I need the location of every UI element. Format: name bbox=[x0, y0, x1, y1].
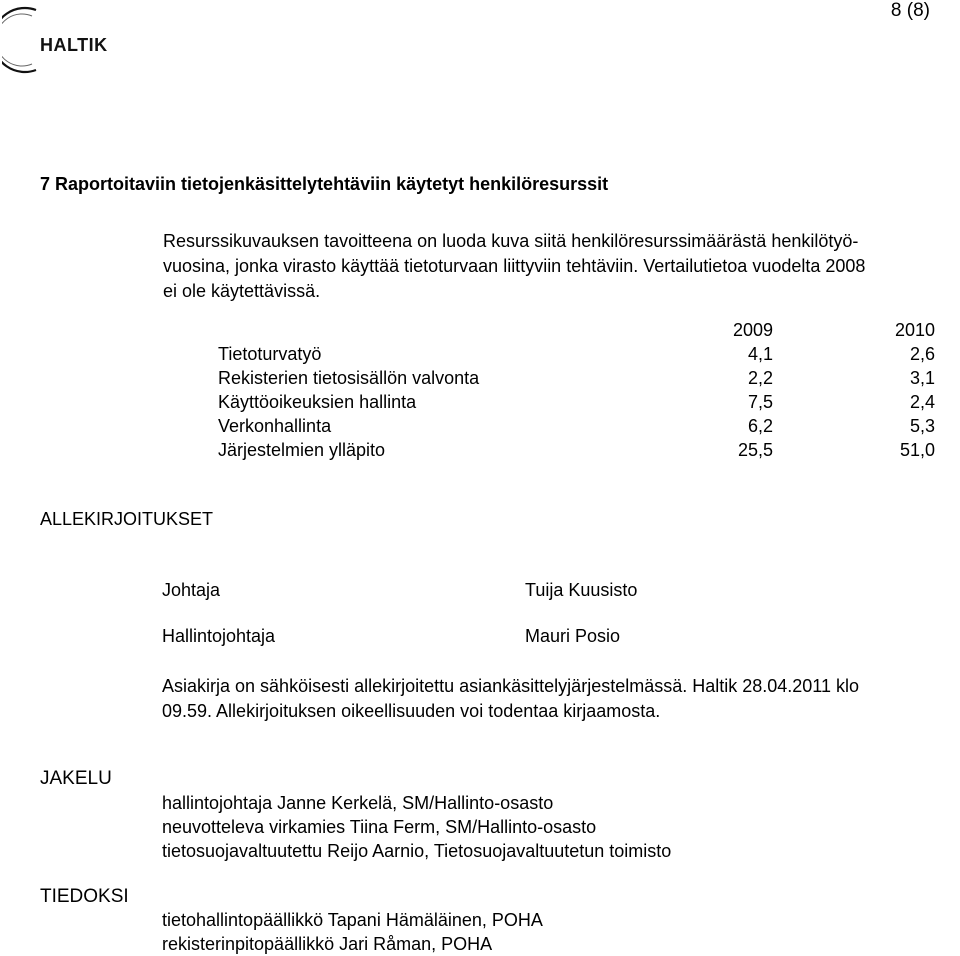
column-header-2009: 2009 bbox=[732, 320, 773, 340]
intro-line: Resurssikuvauksen tavoitteena on luoda kuva siitä henkilöresurssimäärästä henkilötyö- bbox=[163, 231, 859, 251]
row-label: Rekisterien tietosisällön valvonta bbox=[218, 368, 480, 388]
list-item: hallintojohtaja Janne Kerkelä, SM/Hallinto-osasto bbox=[162, 793, 554, 813]
value-2010: 2,6 bbox=[909, 344, 935, 364]
intro-line: vuosina, jonka virasto käyttää tietoturvaan liittyviin tehtäviin. Vertailutietoa vuodelta 2008 bbox=[163, 256, 866, 276]
haltik-logo bbox=[2, 4, 108, 74]
signature-note-line: 09.59. Allekirjoituksen oikeellisuuden voi todentaa kirjaamosta. bbox=[162, 701, 661, 721]
signer-role: Hallintojohtaja bbox=[162, 626, 276, 646]
value-2009: 2,2 bbox=[747, 368, 773, 388]
signature-note bbox=[162, 674, 960, 724]
value-2009: 6,2 bbox=[747, 416, 773, 436]
signer-name: Mauri Posio bbox=[525, 626, 621, 646]
jakelu-list bbox=[162, 791, 671, 863]
column-header-2010: 2010 bbox=[894, 320, 935, 340]
value-2010: 5,3 bbox=[909, 416, 935, 436]
intro-paragraph bbox=[163, 229, 960, 304]
list-item: tietosuojavaltuutettu Reijo Aarnio, Tietosuojavaltuutetun toimisto bbox=[162, 841, 672, 861]
value-2010: 51,0 bbox=[899, 440, 935, 460]
value-2009: 7,5 bbox=[747, 392, 773, 412]
value-2010: 3,1 bbox=[909, 368, 935, 388]
signature-note-line: Asiakirja on sähköisesti allekirjoitettu asiankäsittelyjärjestelmässä. Haltik 28.04.2011 klo bbox=[162, 676, 859, 696]
signatures-heading: ALLEKIRJOITUKSET bbox=[40, 509, 214, 529]
page-number: 8 (8) bbox=[890, 0, 930, 21]
row-label: Järjestelmien ylläpito bbox=[218, 440, 386, 460]
value-2010: 2,4 bbox=[909, 392, 935, 412]
row-label: Käyttöoikeuksien hallinta bbox=[218, 392, 417, 412]
value-2009: 25,5 bbox=[737, 440, 773, 460]
tiedoksi-list bbox=[162, 908, 543, 956]
list-item: neuvotteleva virkamies Tiina Ferm, SM/Hallinto-osasto bbox=[162, 817, 597, 837]
signer-name: Tuija Kuusisto bbox=[525, 580, 638, 600]
tiedoksi-heading: TIEDOKSI bbox=[40, 886, 129, 907]
intro-line: ei ole käytettävissä. bbox=[163, 281, 321, 301]
section-title: 7 Raportoitaviin tietojenkäsittelytehtäviin käytetyt henkilöresurssit bbox=[40, 174, 609, 194]
logo-text: HALTIK bbox=[40, 35, 108, 55]
value-2009: 4,1 bbox=[747, 344, 773, 364]
list-item: tietohallintopäällikkö Tapani Hämäläinen, POHA bbox=[162, 910, 543, 930]
row-label: Tietoturvatyö bbox=[218, 344, 322, 364]
list-item: rekisterinpitopäällikkö Jari Råman, POHA bbox=[162, 934, 493, 954]
jakelu-heading: JAKELU bbox=[40, 768, 112, 789]
signer-role: Johtaja bbox=[162, 580, 221, 600]
row-label: Verkonhallinta bbox=[218, 416, 332, 436]
